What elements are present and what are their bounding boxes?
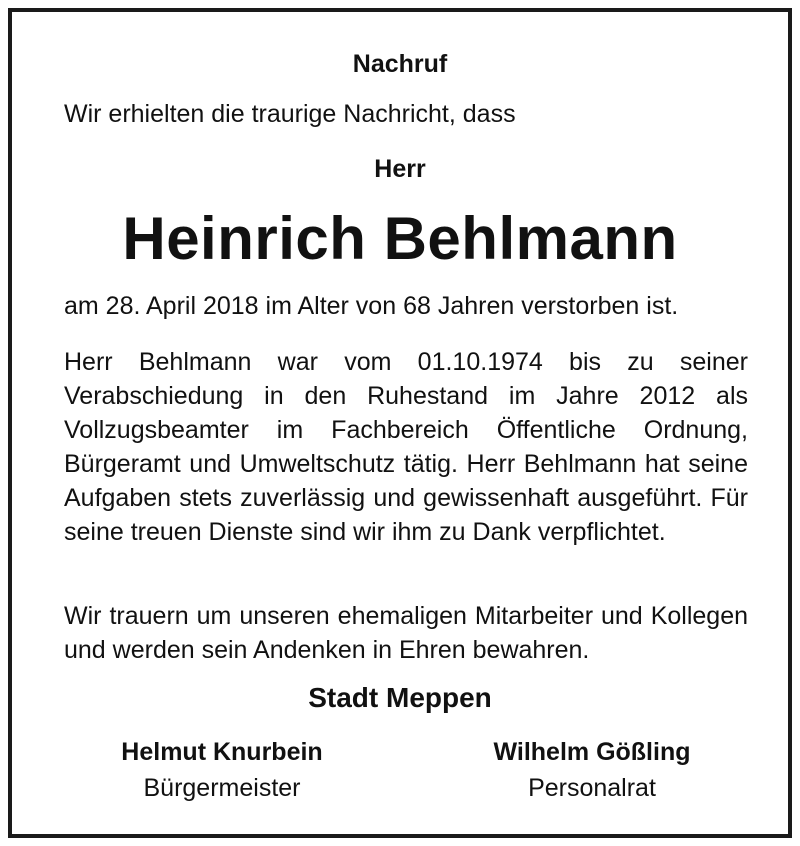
signatory-role: Bürgermeister [143,774,301,802]
signatory-role: Personalrat [528,774,656,802]
organization-name: Stadt Meppen [308,682,492,713]
signatory-left [72,734,372,806]
signatory-right [442,734,742,806]
obituary-notice [8,8,792,838]
career-paragraph: Herr Behlmann war vom 01.10.1974 bis zu seiner Verabschiedung in den Ruhestand im Jahre 2012 als Vollzugsbeamter im Fachbereich Öffentliche Ordnung, Bürgeramt und Umweltschutz tätig. Herr Behlmann hat seine Aufgaben stets zuverlässig und gewissenhaft ausgeführt. Für seine treuen Dienste sind wir ihm zu Dank verpflichtet. [64,348,748,546]
signatory-name: Helmut Knurbein [121,738,323,766]
deceased-name: Heinrich Behlmann [122,205,678,272]
notice-heading: Nachruf [352,50,448,78]
signatory-name: Wilhelm Gößling [493,738,691,766]
death-date-text: am 28. April 2018 im Alter von 68 Jahren verstorben ist. [64,292,679,320]
intro-text: Wir erhielten die traurige Nachricht, dass [64,100,516,128]
honorific: Herr [374,155,426,183]
mourning-paragraph: Wir trauern um unseren ehemaligen Mitarbeiter und Kollegen und werden sein Andenken in Ehren bewahren. [64,602,748,664]
